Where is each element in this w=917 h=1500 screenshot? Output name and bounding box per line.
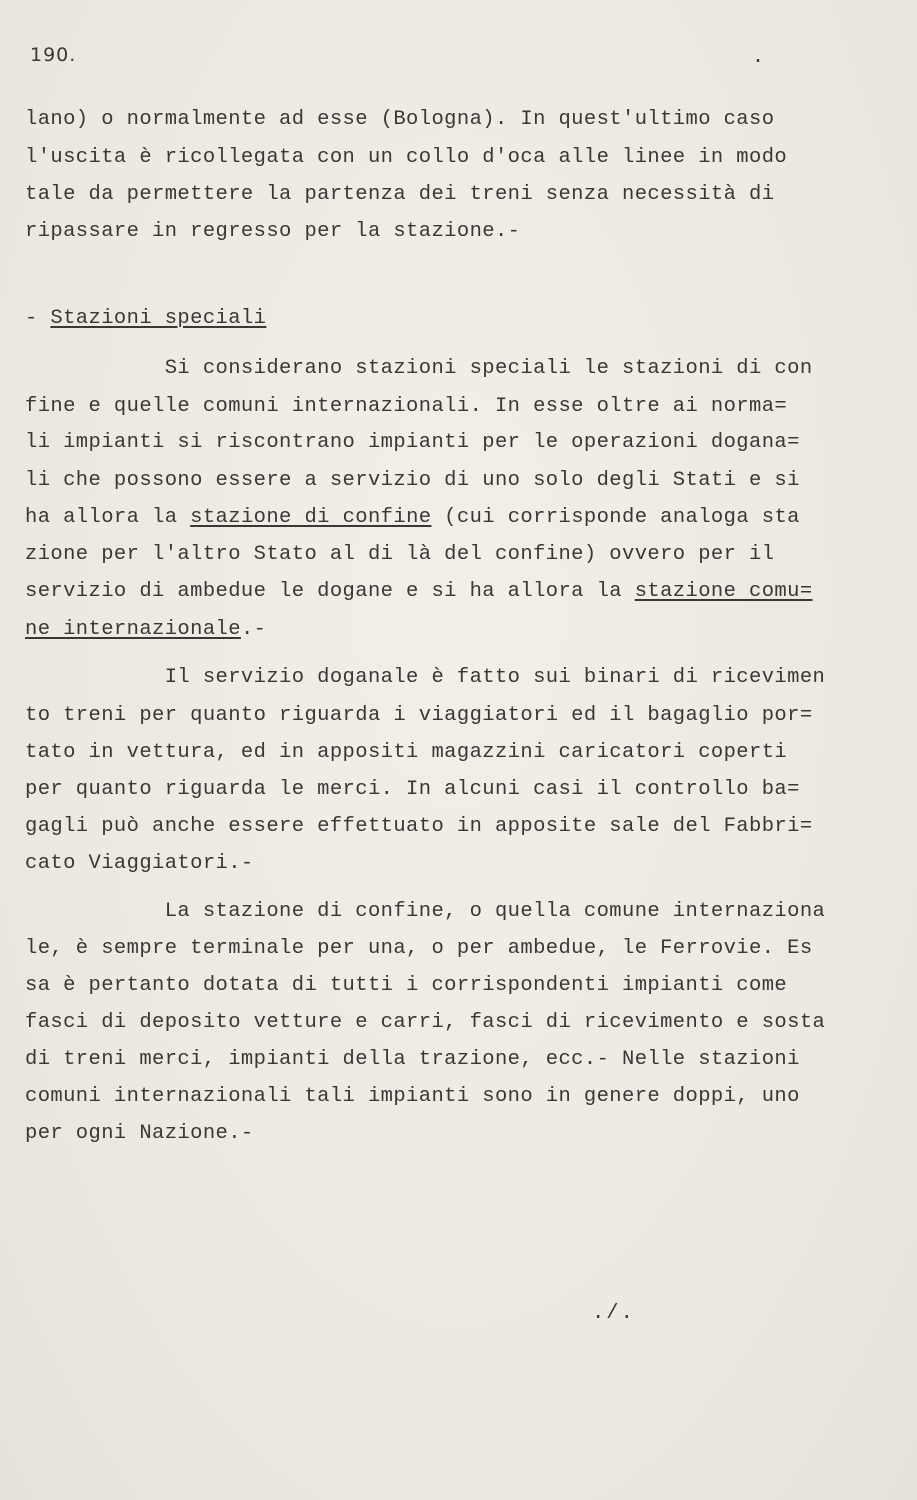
text-line bbox=[25, 616, 266, 644]
text-line: Si considerano stazioni speciali le stazioni di con bbox=[25, 357, 813, 380]
text-line bbox=[25, 578, 813, 606]
text-line: to treni per quanto riguarda i viaggiatori ed il bagaglio por= bbox=[25, 704, 813, 727]
text-span: .- bbox=[240, 618, 267, 641]
text-line: lano) o normalmente ad esse (Bologna). In quest'ultimo caso bbox=[25, 108, 775, 131]
corner-mark: · bbox=[752, 50, 765, 73]
text-line: per quanto riguarda le merci. In alcuni casi il controllo ba= bbox=[25, 778, 800, 801]
text-line bbox=[25, 504, 800, 532]
page-number: 190. bbox=[30, 44, 77, 66]
text-line: sa è pertanto dotata di tutti i corrispondenti impianti come bbox=[25, 974, 788, 997]
text-line: tato in vettura, ed in appositi magazzini caricatori coperti bbox=[25, 741, 788, 764]
continuation-mark: ./. bbox=[592, 1302, 635, 1325]
text-line: gagli può anche essere effettuato in apposite sale del Fabbri= bbox=[25, 815, 813, 838]
section-heading bbox=[25, 305, 266, 333]
text-line: li che possono essere a servizio di uno solo degli Stati e si bbox=[25, 469, 800, 492]
text-line: l'uscita è ricollegata con un collo d'oca alle linee in modo bbox=[25, 146, 788, 169]
text-line: fasci di deposito vetture e carri, fasci di ricevimento e sosta bbox=[25, 1011, 826, 1034]
text-line: per ogni Nazione.- bbox=[25, 1122, 254, 1145]
term-stazione-di-confine: stazione di confine bbox=[190, 506, 432, 529]
text-line: di treni merci, impianti della trazione, ecc.- Nelle stazioni bbox=[25, 1048, 800, 1071]
term-internazionale: ne internazionale bbox=[25, 618, 241, 641]
text-line: zione per l'altro Stato al di là del confine) ovvero per il bbox=[25, 543, 775, 566]
text-line: li impianti si riscontrano impianti per le operazioni dogana= bbox=[25, 431, 800, 454]
text-span: (cui corrisponde analoga sta bbox=[431, 506, 800, 529]
heading-dash: - bbox=[25, 307, 51, 330]
text-span: servizio di ambedue le dogane e si ha allora la bbox=[25, 580, 635, 603]
text-line: comuni internazionali tali impianti sono in genere doppi, uno bbox=[25, 1085, 800, 1108]
text-line: La stazione di confine, o quella comune internaziona bbox=[25, 900, 826, 923]
text-line: fine e quelle comuni internazionali. In esse oltre ai norma= bbox=[25, 395, 788, 418]
text-line: tale da permettere la partenza dei treni senza necessità di bbox=[25, 183, 775, 206]
term-stazione-comune: stazione comu= bbox=[634, 580, 813, 603]
text-line: ripassare in regresso per la stazione.- bbox=[25, 220, 521, 243]
text-line: Il servizio doganale è fatto sui binari di ricevimen bbox=[25, 666, 826, 689]
text-span: ha allora la bbox=[25, 506, 191, 529]
heading-text: Stazioni speciali bbox=[50, 307, 267, 330]
text-line: cato Viaggiatori.- bbox=[25, 852, 254, 875]
text-line: le, è sempre terminale per una, o per ambedue, le Ferrovie. Es bbox=[25, 937, 813, 960]
